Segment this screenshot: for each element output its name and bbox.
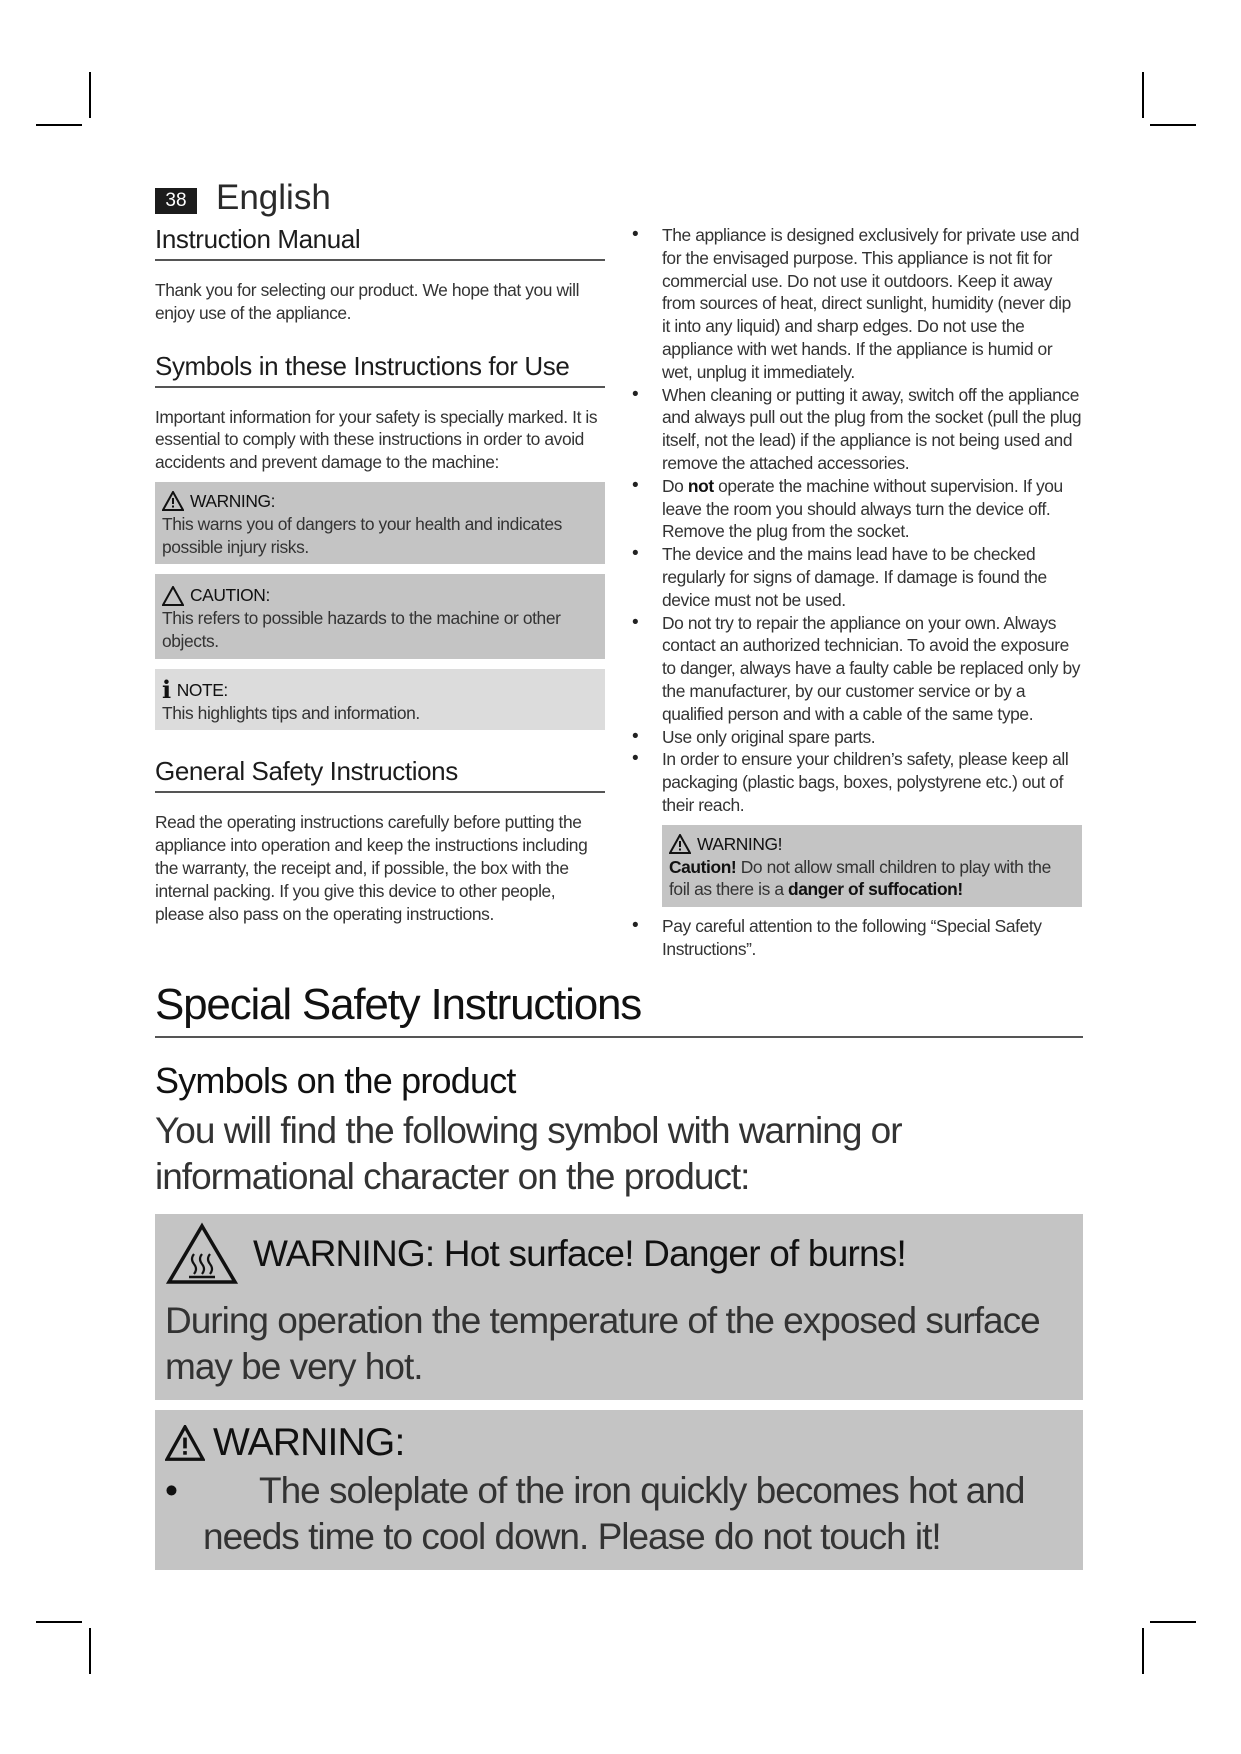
warning-text: This warns you of dangers to your health and indicates possible injury risks. bbox=[162, 513, 562, 557]
soleplate-warning-box bbox=[155, 1410, 1083, 1570]
caution-title: CAUTION: bbox=[190, 585, 270, 606]
list-item: • In order to ensure your children’s safety, please keep all packaging (plastic bags, boxes, polystyrene etc.) out of their reach. bbox=[632, 748, 1082, 816]
general-safety-heading: General Safety Instructions bbox=[155, 754, 605, 793]
crop-mark bbox=[1142, 1628, 1144, 1674]
soleplate-warning-text: • The soleplate of the iron quickly becomes hot and needs time to cool down. Please do not touch it! bbox=[165, 1470, 1025, 1557]
list-item: • Do not operate the machine without supervision. If you leave the room you should always turn the device off. Remove the plug from the socket. bbox=[632, 475, 1082, 543]
crop-mark bbox=[1150, 1621, 1196, 1623]
hot-surface-text: During operation the temperature of the exposed surface may be very hot. bbox=[165, 1300, 1040, 1387]
crop-mark bbox=[89, 1628, 91, 1674]
instruction-manual-heading: Instruction Manual bbox=[155, 222, 605, 261]
safety-list-end bbox=[632, 915, 1082, 961]
list-item: • When cleaning or putting it away, switch off the appliance and always pull out the plug from the socket (pull the plug itself, not the lead) if the appliance is not being used and remove the attached accessories. bbox=[632, 384, 1082, 475]
language-title: English bbox=[216, 178, 331, 217]
crop-mark bbox=[1150, 124, 1196, 126]
list-item: • Do not try to repair the appliance on your own. Always contact an authorized technician. To avoid the exposure to danger, always have a faulty cable be replaced only by the manufacturer, by our customer service or by a qualified person and with a cable of the same type. bbox=[632, 612, 1082, 726]
symbols-product-heading: Symbols on the product bbox=[155, 1060, 516, 1101]
caution-text: This refers to possible hazards to the machine or other objects. bbox=[162, 608, 561, 651]
crop-mark bbox=[89, 72, 91, 118]
special-safety-heading: Special Safety Instructions bbox=[155, 978, 1083, 1038]
warning-triangle-icon bbox=[165, 1425, 205, 1461]
soleplate-warning-title: WARNING: bbox=[213, 1421, 405, 1464]
suffocation-warning-title: WARNING! bbox=[697, 833, 783, 854]
right-column bbox=[632, 224, 1082, 961]
hot-surface-title: WARNING: Hot surface! Danger of burns! bbox=[253, 1233, 906, 1274]
symbols-text: Important information for your safety is specially marked. It is essential to comply with these instructions in order to avoid accidents and prevent damage to the machine: bbox=[155, 406, 598, 473]
safety-list bbox=[632, 224, 1082, 817]
crop-mark bbox=[36, 124, 82, 126]
left-column bbox=[155, 222, 605, 945]
hot-surface-warning-box bbox=[155, 1214, 1083, 1400]
suffocation-warning-text: Caution! Do not allow small children to play with the foil as there is a danger of suffocation! bbox=[669, 856, 1051, 900]
suffocation-warning-box bbox=[662, 825, 1082, 907]
symbols-heading: Symbols in these Instructions for Use bbox=[155, 349, 605, 388]
note-box bbox=[155, 669, 605, 731]
note-title: NOTE: bbox=[176, 679, 228, 700]
intro-text: Thank you for selecting our product. We hope that you will enjoy use of the appliance. bbox=[155, 280, 580, 323]
list-item: • The device and the mains lead have to be checked regularly for signs of damage. If damage is found the device must not be used. bbox=[632, 543, 1082, 611]
crop-mark bbox=[36, 1621, 82, 1623]
caution-box bbox=[155, 574, 605, 658]
info-icon: i bbox=[162, 675, 171, 705]
crop-mark bbox=[1142, 72, 1144, 118]
special-safety-section bbox=[155, 978, 1083, 1580]
warning-triangle-icon bbox=[162, 491, 184, 511]
page-number: 38 bbox=[155, 188, 197, 214]
list-item: • Use only original spare parts. bbox=[632, 726, 1082, 749]
warning-title: WARNING: bbox=[190, 490, 276, 511]
warning-box bbox=[155, 482, 605, 564]
list-item: • Pay careful attention to the following “Special Safety Instructions”. bbox=[632, 915, 1082, 961]
symbols-product-text: You will find the following symbol with warning or informational character on the product: bbox=[155, 1110, 902, 1197]
caution-triangle-icon bbox=[162, 586, 184, 606]
bullet-dot: • bbox=[165, 1470, 177, 1511]
general-safety-text: Read the operating instructions carefully before putting the appliance into operation and keep the instructions including the warranty, the receipt and, if possible, the box with the internal packing. If you give this device to other people, please also pass on the operating instructions. bbox=[155, 812, 588, 924]
note-text: This highlights tips and information. bbox=[162, 702, 420, 723]
hot-surface-icon bbox=[165, 1222, 239, 1286]
list-item: • The appliance is designed exclusively for private use and for the envisaged purpose. This appliance is not fit for commercial use. Do not use it outdoors. Keep it away from sources of heat, direct sunlight, humidity (never dip it into any liquid) and sharp edges. Do not use the appliance with wet hands. If the appliance is humid or wet, unplug it immediately. bbox=[632, 224, 1082, 384]
warning-triangle-icon bbox=[669, 834, 691, 854]
